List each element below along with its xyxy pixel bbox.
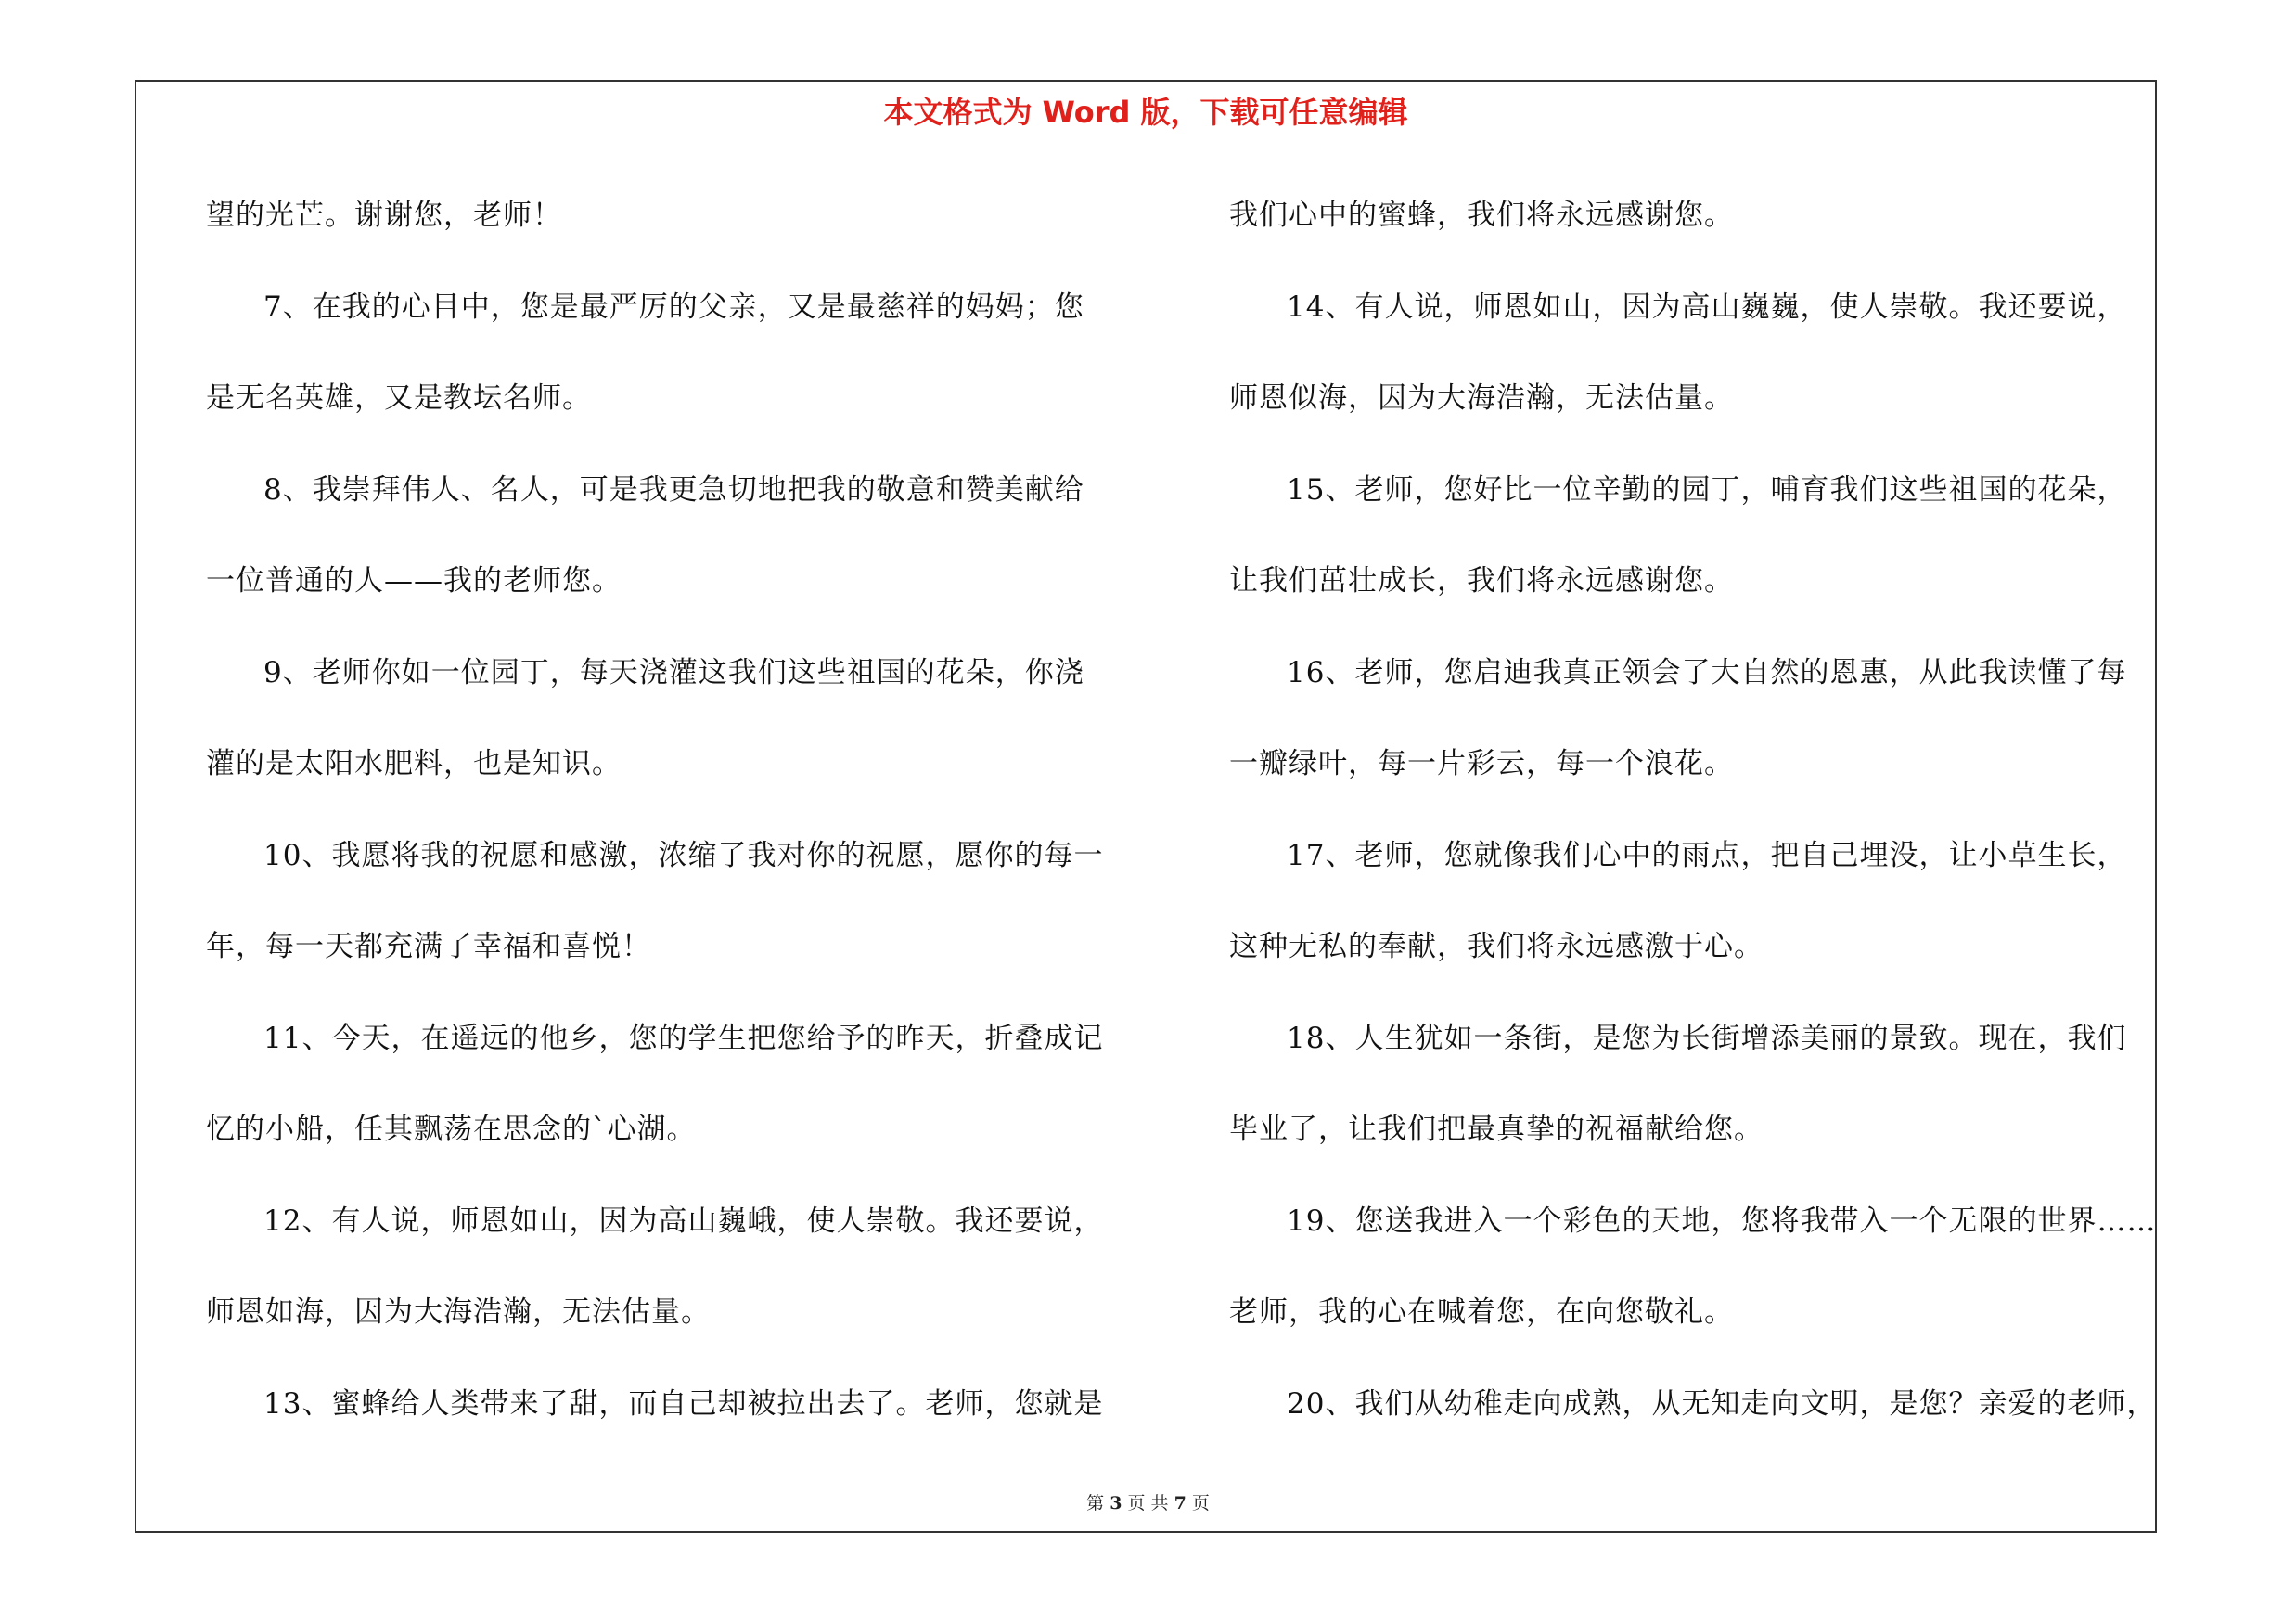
text-line: 老师，我的心在喊着您，在向您敬礼。 <box>1229 1295 1734 1329</box>
footer-total-pages: 7 <box>1174 1493 1186 1514</box>
header-banner: 本文格式为 Word 版，下载可任意编辑 <box>883 95 1408 130</box>
text-line: 毕业了，让我们把最真挚的祝福献给您。 <box>1229 1113 1764 1146</box>
text-line: 一位普通的人——我的老师您。 <box>206 564 622 598</box>
text-line: 灌的是太阳水肥料，也是知识。 <box>206 747 622 780</box>
footer-prefix: 第 <box>1086 1493 1105 1514</box>
text-line: 8、我崇拜伟人、名人，可是我更急切地把我的敬意和赞美献给 <box>263 473 1084 507</box>
text-line: 16、老师，您启迪我真正领会了大自然的恩惠，从此我读懂了每 <box>1287 656 2127 689</box>
text-line: 12、有人说，师恩如山，因为高山巍峨，使人崇敬。我还要说， <box>263 1204 1104 1238</box>
text-line: 15、老师，您好比一位辛勤的园丁，哺育我们这些祖国的花朵， <box>1287 473 2127 507</box>
text-line: 14、有人说，师恩如山，因为高山巍巍，使人崇敬。我还要说， <box>1287 290 2127 324</box>
text-line: 13、蜜蜂给人类带来了甜，而自己却被拉出去了。老师，您就是 <box>263 1387 1104 1421</box>
text-line: 忆的小船，任其飘荡在思念的`心湖。 <box>206 1113 697 1146</box>
text-line: 望的光芒。谢谢您，老师！ <box>206 199 562 232</box>
text-line: 年，每一天都充满了幸福和喜悦！ <box>206 930 651 963</box>
text-line: 17、老师，您就像我们心中的雨点，把自己埋没，让小草生长， <box>1287 839 2127 872</box>
footer-current-page: 3 <box>1110 1493 1122 1514</box>
text-line: 10、我愿将我的祝愿和感激，浓缩了我对你的祝愿，愿你的每一 <box>263 839 1104 872</box>
page-footer <box>0 1492 2296 1514</box>
text-line: 18、人生犹如一条街，是您为长街增添美丽的景致。现在，我们 <box>1287 1022 2127 1055</box>
text-line: 这种无私的奉献，我们将永远感激于心。 <box>1229 930 1764 963</box>
text-line: 9、老师你如一位园丁，每天浇灌这我们这些祖国的花朵，你浇 <box>263 656 1084 689</box>
text-line: 19、您送我进入一个彩色的天地，您将我带入一个无限的世界…… <box>1287 1204 2157 1238</box>
footer-suffix: 页 <box>1191 1493 1210 1514</box>
text-line: 一瓣绿叶，每一片彩云，每一个浪花。 <box>1229 747 1734 780</box>
text-line: 我们心中的蜜蜂，我们将永远感谢您。 <box>1229 199 1734 232</box>
text-line: 是无名英雄，又是教坛名师。 <box>206 381 592 415</box>
text-line: 师恩如海，因为大海浩瀚，无法估量。 <box>206 1295 711 1329</box>
text-line: 让我们茁壮成长，我们将永远感谢您。 <box>1229 564 1734 598</box>
text-line: 11、今天，在遥远的他乡，您的学生把您给予的昨天，折叠成记 <box>263 1022 1104 1055</box>
text-line: 20、我们从幼稚走向成熟，从无知走向文明，是您？亲爱的老师， <box>1287 1387 2157 1421</box>
footer-middle: 页 共 <box>1127 1493 1169 1514</box>
text-line: 师恩似海，因为大海浩瀚，无法估量。 <box>1229 381 1734 415</box>
text-line: 7、在我的心目中，您是最严厉的父亲，又是最慈祥的妈妈；您 <box>263 290 1084 324</box>
